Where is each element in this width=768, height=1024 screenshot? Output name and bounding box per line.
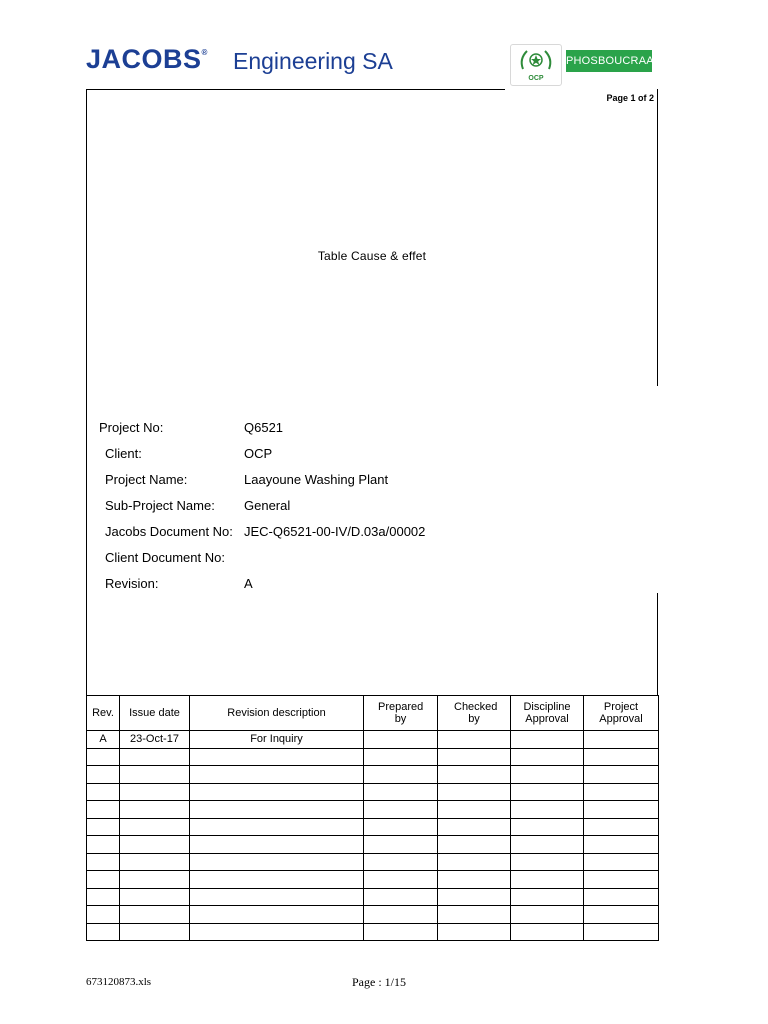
table-row (87, 748, 659, 766)
info-label-client: Client: (105, 446, 142, 461)
frame-right-border-bottom (657, 593, 658, 696)
jacobs-logo: JACOBS® (86, 44, 208, 74)
col-header-description: Revision description (190, 696, 364, 731)
col-header-issue-date: Issue date (120, 696, 190, 731)
table-row (87, 766, 659, 784)
col-header-rev: Rev. (87, 696, 120, 731)
info-label-sub-project: Sub-Project Name: (105, 498, 215, 513)
footer-page-number: Page : 1/15 (352, 975, 406, 989)
table-row (87, 731, 659, 749)
table-row (87, 906, 659, 924)
col-header-prepared-by: Prepared by (364, 696, 438, 731)
info-value-jacobs-doc-no: JEC-Q6521-00-IV/D.03a/00002 (244, 524, 426, 539)
col-header-checked-by: Checked by (438, 696, 511, 731)
revision-table-header (87, 696, 659, 731)
ocp-logo (510, 44, 562, 86)
info-label-revision: Revision: (105, 576, 159, 591)
footer-file-name: 673120873.xls (86, 976, 152, 988)
table-row (87, 818, 659, 836)
table-row (87, 836, 659, 854)
info-label-project-name: Project Name: (105, 472, 188, 487)
info-value-client: OCP (244, 446, 273, 461)
info-label-project-no: Project No: (99, 420, 164, 435)
cell-prepared-by (364, 731, 438, 749)
col-header-discipline-approval: Discipline Approval (511, 696, 584, 731)
col-header-project-approval: Project Approval (584, 696, 659, 731)
cell-description: For Inquiry (190, 731, 364, 749)
table-row (87, 801, 659, 819)
info-label-client-doc-no: Client Document No: (105, 550, 225, 565)
info-value-revision: A (244, 576, 253, 591)
table-row (87, 783, 659, 801)
info-value-project-name: Laayoune Washing Plant (244, 472, 389, 487)
table-row (87, 853, 659, 871)
ocp-emblem-icon (511, 45, 561, 75)
page-label: Page 1 of 2 (606, 93, 654, 103)
frame-top-border (86, 89, 505, 90)
info-value-sub-project: General (244, 498, 291, 513)
info-value-project-no: Q6521 (244, 420, 284, 435)
cell-rev: A (87, 731, 120, 749)
info-label-jacobs-doc-no: Jacobs Document No: (105, 524, 233, 539)
cell-checked-by (438, 731, 511, 749)
table-row (87, 888, 659, 906)
table-row (87, 923, 659, 941)
document-title: Table Cause & effet (317, 249, 427, 263)
company-name: Engineering SA (233, 48, 393, 74)
cell-project-approval (584, 731, 659, 749)
frame-right-border-top (657, 89, 658, 386)
revision-table (86, 695, 659, 941)
table-row (87, 871, 659, 889)
phosboucraa-badge: PHOSBOUCRAA (566, 50, 652, 72)
cell-issue-date: 23-Oct-17 (120, 731, 190, 749)
ocp-logo-text: OCP (528, 75, 544, 82)
cell-discipline-approval (511, 731, 584, 749)
